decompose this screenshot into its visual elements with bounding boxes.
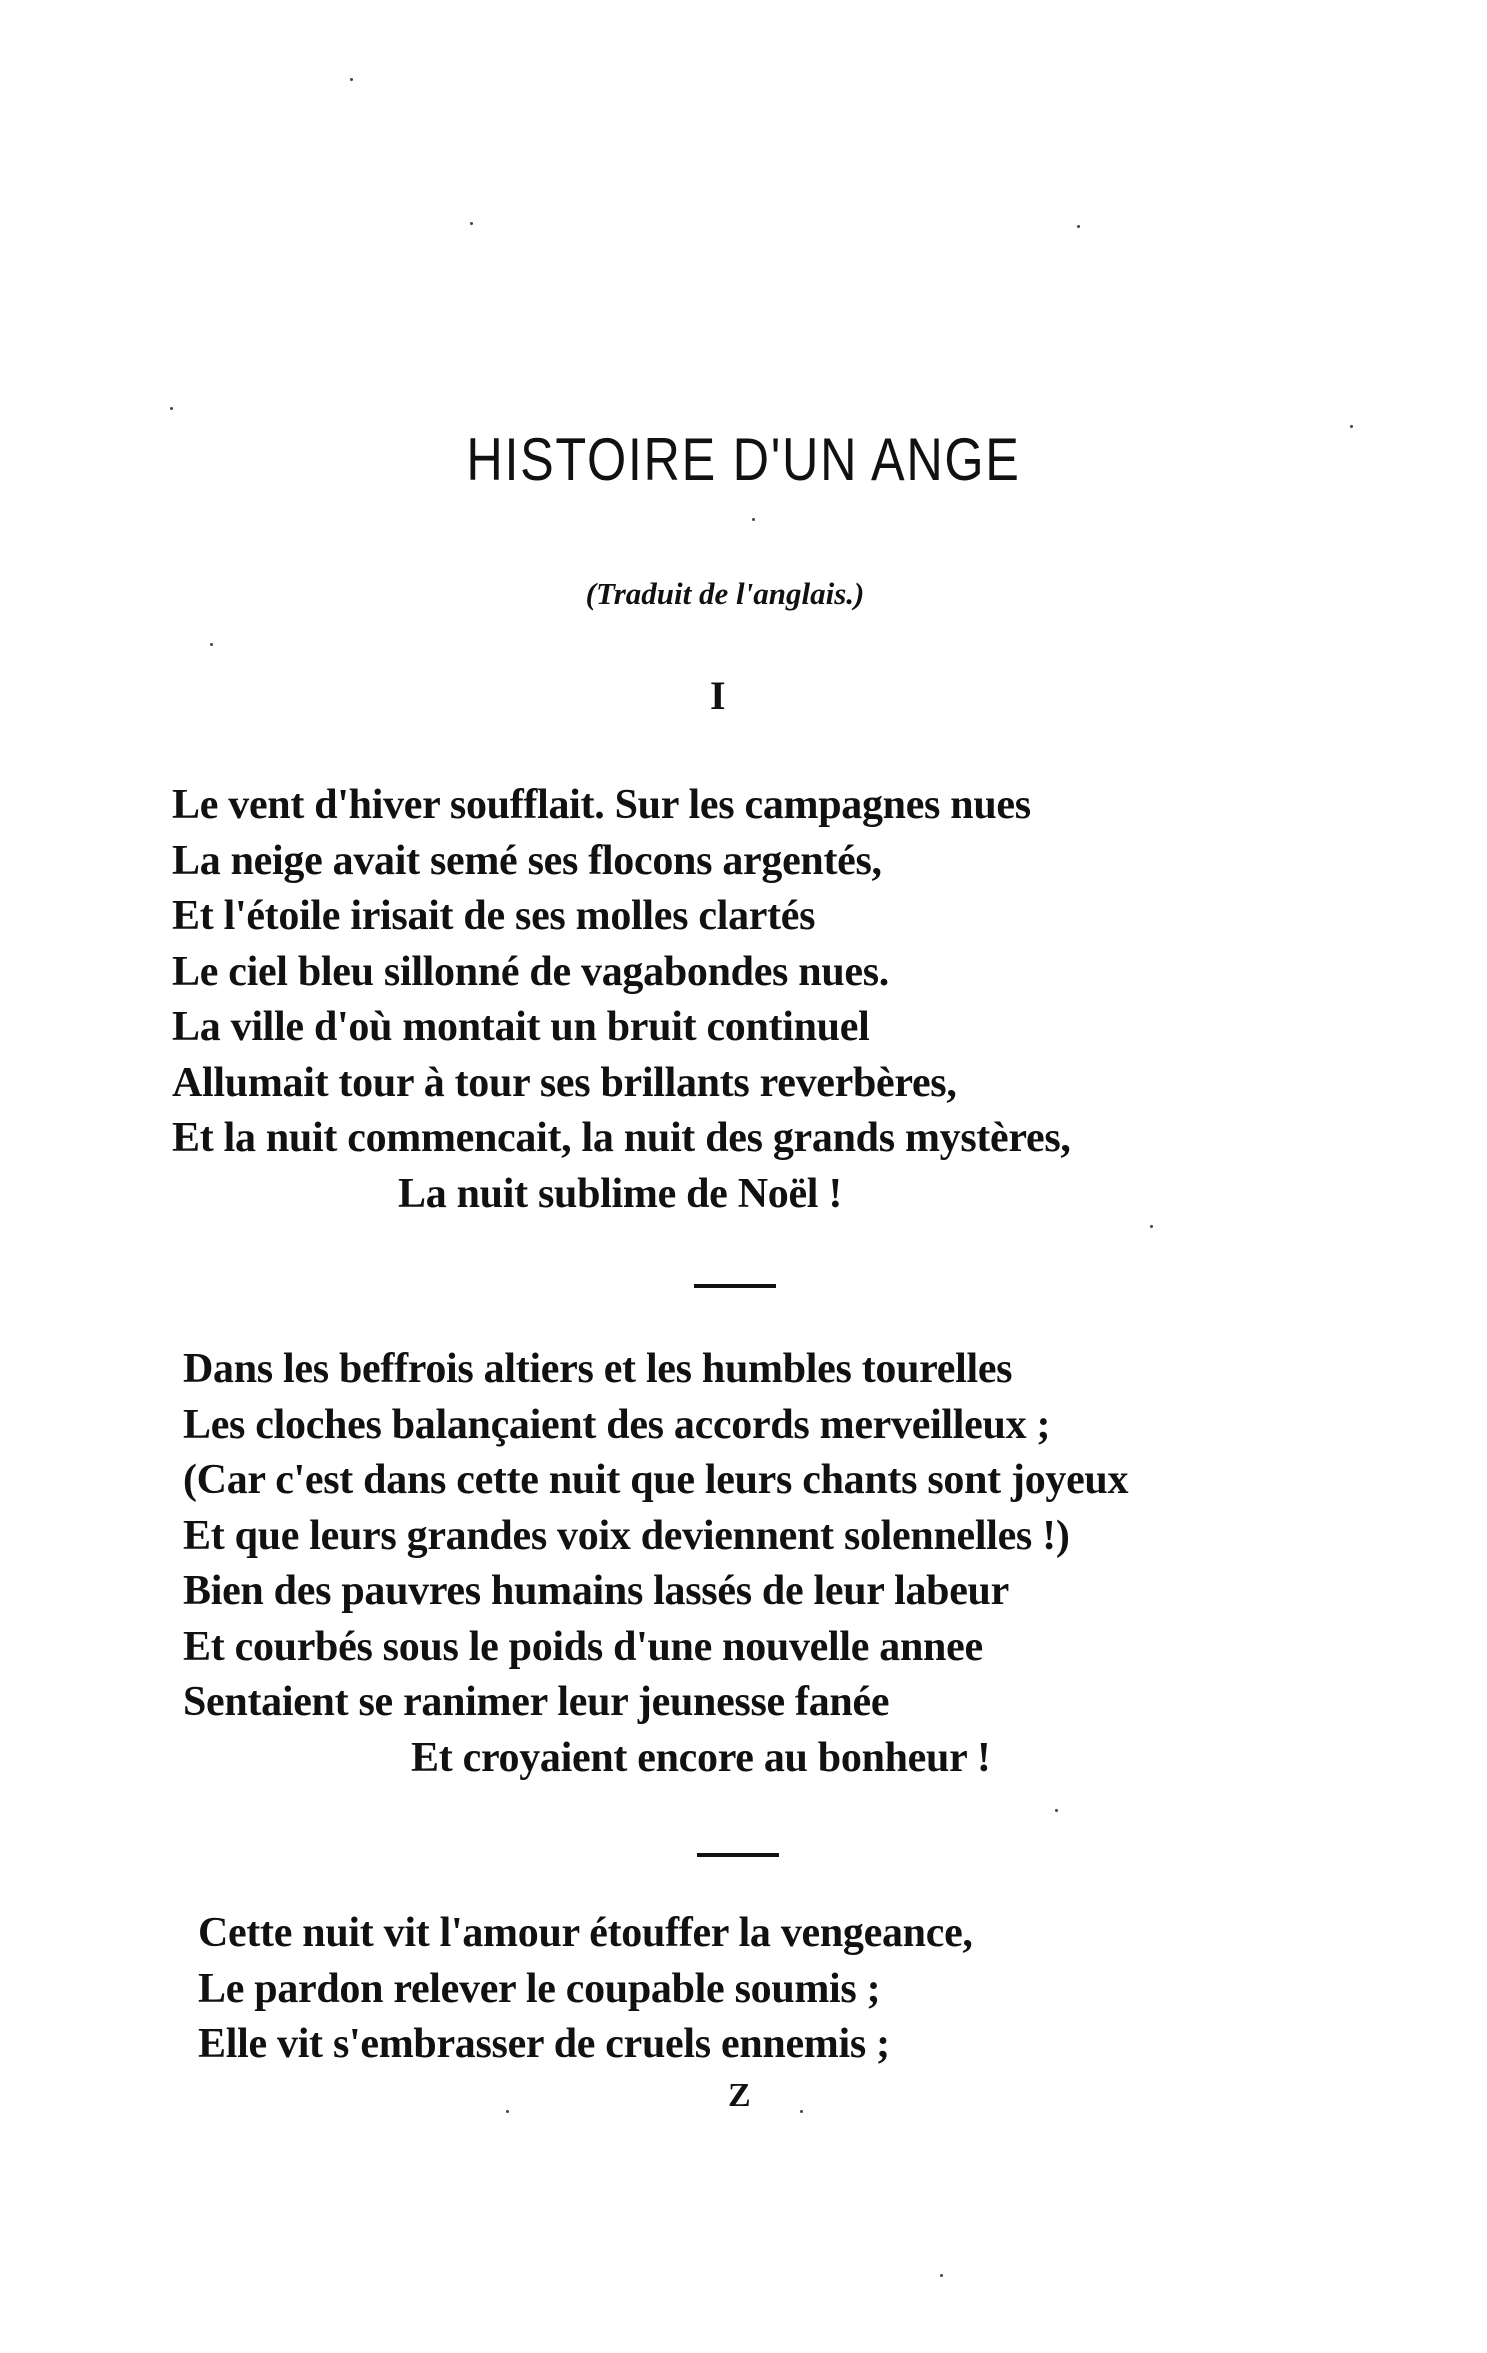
poem-subtitle: (Traduit de l'anglais.) bbox=[585, 576, 865, 611]
scan-speck bbox=[1150, 1225, 1153, 1228]
scan-speck bbox=[210, 643, 213, 646]
scan-speck bbox=[800, 2110, 803, 2113]
verse-line: La neige avait semé ses flocons argentés, bbox=[172, 837, 882, 884]
verse-line: Et l'étoile irisait de ses molles clartés bbox=[172, 893, 816, 939]
stanza-2 bbox=[183, 1342, 1128, 1786]
poem-title: HISTOIRE D'UN ANGE bbox=[466, 426, 1021, 493]
verse-line: Elle vit s'embrasser de cruels ennemis ; bbox=[198, 2021, 890, 2067]
scan-speck bbox=[940, 2274, 943, 2277]
scan-speck bbox=[1350, 425, 1353, 428]
verse-line: Et la nuit commencait, la nuit des grands mystères, bbox=[172, 1115, 1071, 1161]
scan-speck bbox=[1055, 1809, 1058, 1812]
verse-line: Les cloches balançaient des accords merveilleux ; bbox=[183, 1401, 1051, 1448]
verse-line: Bien des pauvres humains lassés de leur labeur bbox=[183, 1568, 1009, 1614]
verse-line: Allumait tour à tour ses brillants reverbères, bbox=[172, 1059, 957, 1106]
verse-line: Et que leurs grandes voix deviennent solennelles !) bbox=[183, 1512, 1070, 1559]
scan-speck bbox=[470, 222, 473, 225]
scan-speck bbox=[350, 78, 353, 81]
verse-line: Cette nuit vit l'amour étouffer la vengeance, bbox=[198, 1910, 973, 1956]
verse-line: (Car c'est dans cette nuit que leurs chants sont joyeux bbox=[183, 1457, 1129, 1503]
verse-line-refrain: La nuit sublime de Noël ! bbox=[398, 1170, 843, 1217]
verse-line: La ville d'où montait un bruit continuel bbox=[172, 1004, 870, 1050]
stanza-1 bbox=[172, 778, 1071, 1222]
signature-mark: Z bbox=[728, 2077, 751, 2114]
scan-speck bbox=[170, 407, 173, 410]
verse-line-refrain: Et croyaient encore au bonheur ! bbox=[411, 1734, 991, 1781]
stanza-3 bbox=[198, 1906, 973, 2073]
stanza-divider bbox=[694, 1284, 776, 1288]
verse-line: Et courbés sous le poids d'une nouvelle annee bbox=[183, 1623, 983, 1670]
verse-line: Le vent d'hiver soufflait. Sur les campagnes nues bbox=[172, 782, 1031, 828]
verse-line: Dans les beffrois altiers et les humbles tourelles bbox=[183, 1346, 1013, 1392]
section-numeral: I bbox=[710, 673, 726, 718]
verse-line: Sentaient se ranimer leur jeunesse fanée bbox=[183, 1679, 890, 1725]
scan-speck bbox=[506, 2110, 509, 2113]
scan-speck bbox=[752, 518, 755, 521]
scan-speck bbox=[1077, 225, 1080, 228]
stanza-divider bbox=[697, 1853, 779, 1857]
verse-line: Le pardon relever le coupable soumis ; bbox=[198, 1965, 881, 2012]
verse-line: Le ciel bleu sillonné de vagabondes nues. bbox=[172, 948, 889, 995]
